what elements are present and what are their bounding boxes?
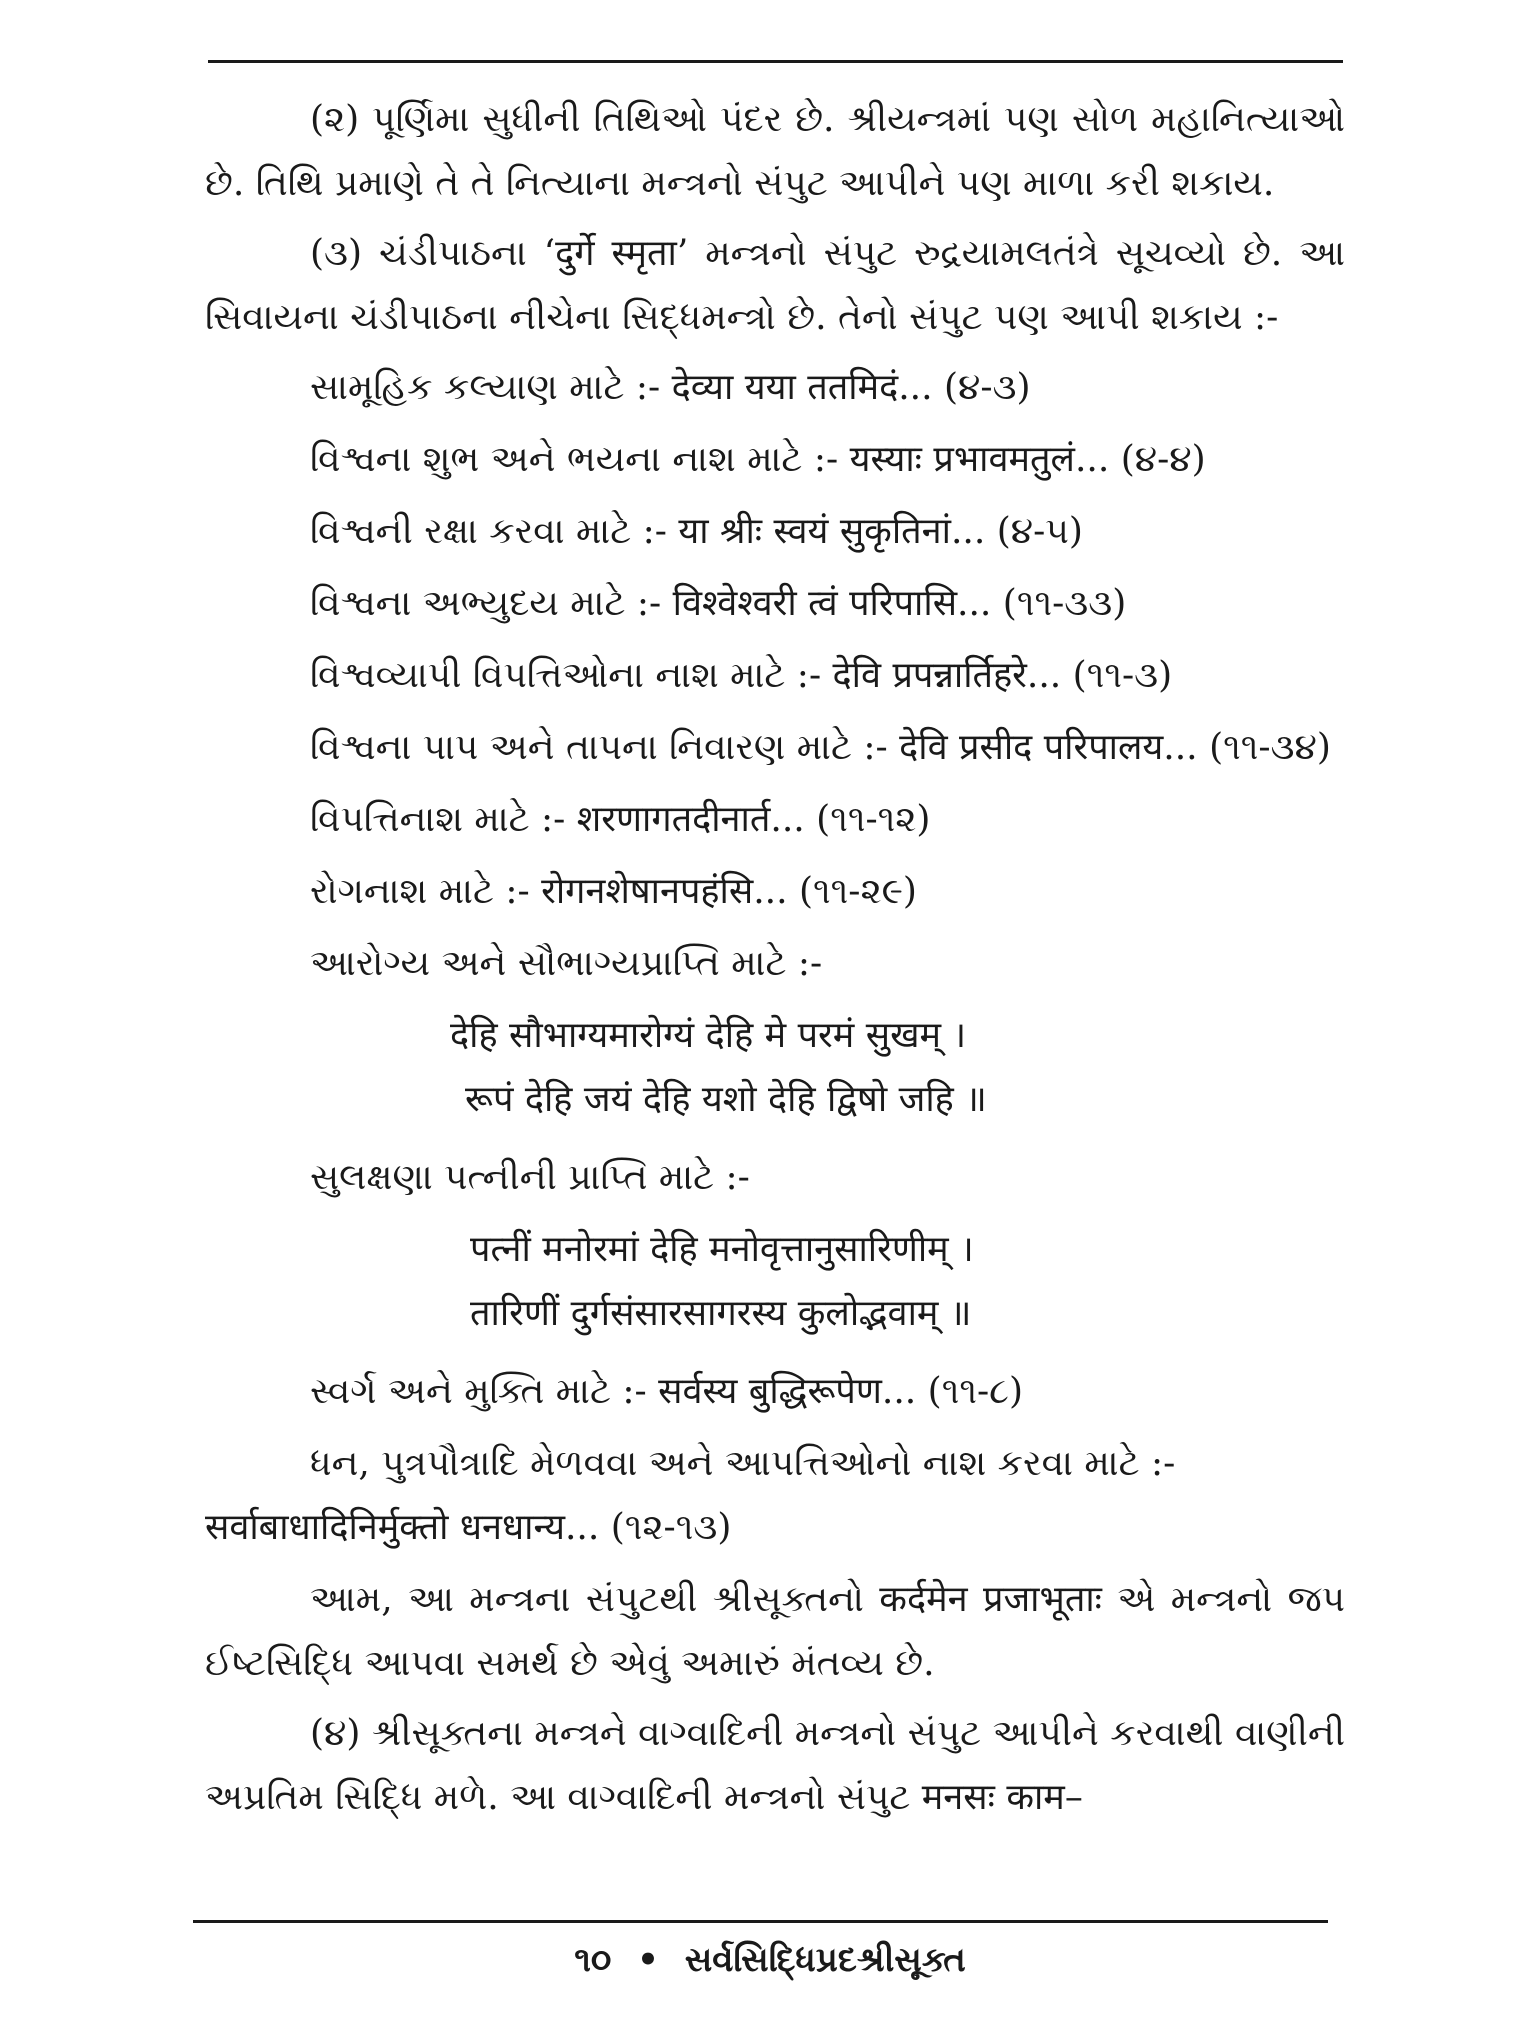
list-item: ધન, પુત્રપૌત્રાદિ મેળવવા અને આપત્તિઓનો નાશ કરવા માટે :- सर्वाबाधादिनिर्मुक्तो धनधान्य... (૧૨-૧૩)	[205, 1443, 1176, 1548]
paragraph-2: (૨) પૂર્ણિમા સુધીની તિથિઓ પંદર છે. શ્રીયન્ત્રમાં પણ સોળ મહાનિત્યાઓ છે. તિથિ પ્રમાણે તે તે નિત્યાના મન્ત્રનો સંપુટ આપીને પણ માળા કરી શકાય.	[205, 99, 1345, 204]
paragraph-conclusion: આમ, આ મન્ત્રના સંપુટથી શ્રીસૂક્તનો कर्दमेन प्रजाभूताः એ મન્ત્રનો જપ ઈષ્ટસિદ્ધિ આપવા સમર્થ છે એવું અમારું મંતવ્ય છે.	[205, 1579, 1345, 1684]
list-item: વિશ્વના શુભ અને ભયના નાશ માટે :- यस्याः प्रभावमतुलं... (૪-૪)	[310, 439, 1206, 480]
verse-line: देहि सौभाग्यमारोग्यं देहि मे परमं सुखम् ।	[450, 1015, 967, 1056]
list-item: વિશ્વના અભ્યુદય માટે :- विश्वेश्वरी त्वं परिपासि... (૧૧-૩૩)	[310, 583, 1127, 624]
list-item: આરોગ્ય અને સૌભાગ્યપ્રાપ્તિ માટે :-	[310, 943, 823, 984]
verse-line: पत्नीं मनोरमां देहि मनोवृत्तानुसारिणीम् ।	[470, 1229, 974, 1270]
list-item: સામૂહિક કલ્યાણ માટે :- देव्या यया ततमिदं... (૪-૩)	[310, 367, 1031, 408]
page-number: ૧૦	[574, 1940, 612, 1980]
top-rule	[208, 60, 1343, 63]
list-item: વિશ્વની રક્ષા કરવા માટે :- या श्रीः स्वयं सुकृतिनां... (૪-૫)	[310, 511, 1083, 552]
verse-health	[205, 1004, 1345, 1132]
list-item: વિશ્વવ્યાપી વિપત્તિઓના નાશ માટે :- देवि प्रपन्नार्तिहरे... (૧૧-૩)	[310, 655, 1173, 696]
list-item: રોગનાશ માટે :- रोगनशेषानपहंसि... (૧૧-૨૯)	[310, 871, 917, 912]
page-body	[205, 88, 1345, 1836]
page-footer	[0, 1935, 1540, 1985]
bullet-icon: •	[637, 1940, 659, 1980]
verse-line: तारिणीं दुर्गसंसारसागरस्य कुलोद्भवाम् ॥	[470, 1293, 972, 1334]
bottom-rule	[193, 1920, 1328, 1923]
list-item: વિપત્તિનાશ માટે :- शरणागतदीनार्त... (૧૧-૧૨)	[310, 799, 931, 840]
list-item: સ્વર્ગ અને મુક્તિ માટે :- सर्वस्य बुद्धिरूपेण... (૧૧-૮)	[310, 1371, 1024, 1412]
list-item: સુલક્ષણા પત્નીની પ્રાપ્તિ માટે :-	[310, 1157, 750, 1198]
verse-wife	[205, 1218, 1345, 1346]
paragraph-3: (૩) ચંડીપાઠના ‘दुर्गे स्मृता’ મન્ત્રનો સંપુટ રુદ્રયામલતંત્રે સૂચવ્યો છે. આ સિવાયના ચંડીપાઠના નીચેના સિદ્ધમન્ત્રો છે. તેનો સંપુટ પણ આપી શકાય :-	[205, 233, 1345, 338]
book-title: સર્વસિદ્ધિપ્રદશ્રીસૂક્ત	[684, 1940, 966, 1980]
paragraph-4: (૪) શ્રીસૂક્તના મન્ત્રને વાગ્વાદિની મન્ત્રનો સંપુટ આપીને કરવાથી વાણીની અપ્રતિમ સિદ્ધિ મળે. આ વાગ્વાદિની મન્ત્રનો સંપુટ मनसः काम–	[205, 1713, 1345, 1818]
list-item: વિશ્વના પાપ અને તાપના નિવારણ માટે :- देवि प्रसीद परिपालय... (૧૧-૩૪)	[310, 727, 1331, 768]
verse-line: रूपं देहि जयं देहि यशो देहि द्विषो जहि ॥	[465, 1079, 987, 1120]
